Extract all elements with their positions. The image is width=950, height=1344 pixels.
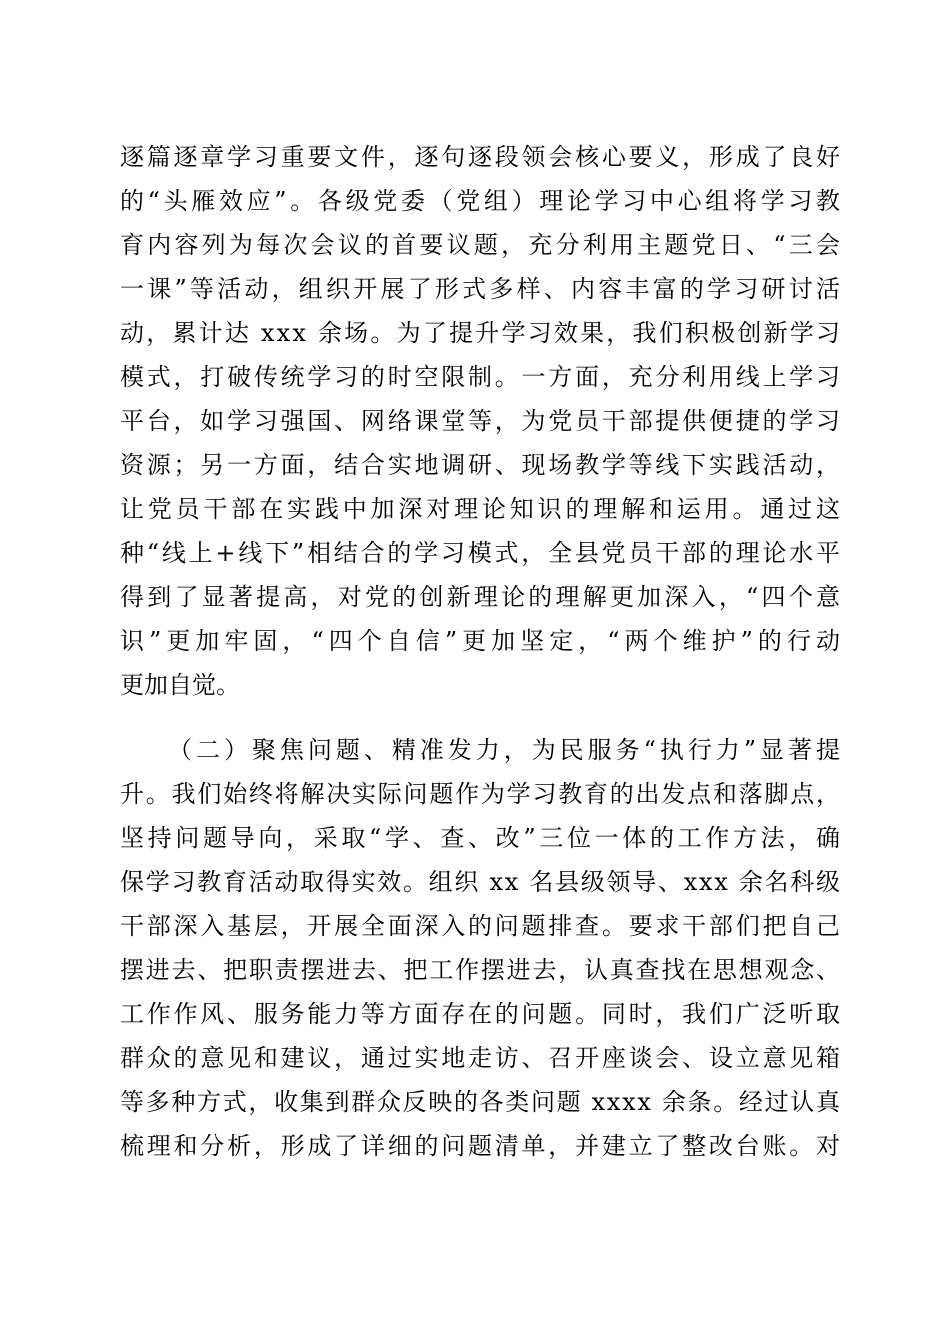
line-text: 摆进去、把职责摆进去、把工作摆进去，认真查找在思想观念、	[120, 956, 842, 984]
line-text: 让党员干部在实践中加深对理论知识的理解和运用。通过这	[120, 495, 844, 523]
line-text: 干部深入基层，开展全面深入的问题排查。要求干部们把自己	[120, 912, 843, 940]
paragraph-line	[120, 443, 843, 487]
paragraph-line	[120, 860, 840, 904]
paragraph-line	[120, 135, 843, 179]
paragraph-line	[120, 619, 846, 663]
line-text: 的“头雁效应”。各级党委（党组）理论学习中心组将学习教	[120, 187, 844, 215]
line-text: 工作作风、服务能力等方面存在的问题。同时，我们广泛听取	[120, 1000, 843, 1028]
line-text: 种“线上+线下”相结合的学习模式，全县党员干部的理论水平	[120, 539, 843, 567]
line-text: 模式，打破传统学习的时空限制。一方面，充分利用线上学习	[120, 363, 843, 391]
line-text: 动，累计达 xxx 余场。为了提升学习效果，我们积极创新学习	[120, 319, 843, 347]
paragraph-line	[120, 992, 843, 1036]
paragraph-line	[120, 179, 844, 223]
paragraph-line	[120, 948, 840, 992]
paragraph-line	[120, 399, 843, 443]
section-heading-line	[120, 728, 844, 772]
paragraph-line	[120, 223, 844, 267]
line-text: 升。我们始终将解决实际问题作为学习教育的出发点和落脚点，	[120, 780, 842, 808]
paragraph-line	[120, 1124, 843, 1168]
line-text: 育内容列为每次会议的首要议题，充分利用主题党日、“三会	[120, 231, 844, 259]
line-text: 坚持问题导向，采取“学、查、改”三位一体的工作方法，确	[120, 824, 844, 852]
paragraph-line	[120, 267, 844, 311]
line-text: 更加自觉。	[120, 671, 240, 699]
paragraph-line-last	[120, 663, 840, 707]
section-heading-text: （二）聚焦问题、精准发力，为民服务“执行力”显著提	[168, 736, 844, 764]
paragraph-line	[120, 311, 843, 355]
line-text: 平台，如学习强国、网络课堂等，为党员干部提供便捷的学习	[120, 407, 843, 435]
line-text: 保学习教育活动取得实效。组织 xx 名县级领导、xxx 余名科级	[120, 868, 842, 896]
paragraph-line	[120, 904, 843, 948]
line-text: 群众的意见和建议，通过实地走访、召开座谈会、设立意见箱	[120, 1044, 843, 1072]
line-text: 逐篇逐章学习重要文件，逐句逐段领会核心要义，形成了良好	[120, 143, 843, 171]
paragraph-problem-solving	[120, 728, 844, 1168]
line-text: 得到了显著提高，对党的创新理论的理解更加深入，“四个意	[120, 583, 844, 611]
paragraph-line	[120, 1036, 843, 1080]
paragraph-learning-results	[120, 135, 846, 707]
paragraph-line	[120, 772, 840, 816]
paragraph-line	[120, 1080, 840, 1124]
paragraph-line	[120, 816, 844, 860]
line-text: 资源；另一方面，结合实地调研、现场教学等线下实践活动，	[120, 451, 843, 479]
line-text: 一课”等活动，组织开展了形式多样、内容丰富的学习研讨活	[120, 275, 844, 303]
line-text: 识”更加牢固，“四个自信”更加坚定，“两个维护”的行动	[120, 627, 846, 655]
paragraph-line	[120, 355, 843, 399]
line-text: 梳理和分析，形成了详细的问题清单，并建立了整改台账。对	[120, 1132, 843, 1160]
line-text: 等多种方式，收集到群众反映的各类问题 xxxx 余条。经过认真	[120, 1088, 842, 1116]
paragraph-line	[120, 531, 843, 575]
paragraph-line	[120, 487, 844, 531]
paragraph-line	[120, 575, 844, 619]
